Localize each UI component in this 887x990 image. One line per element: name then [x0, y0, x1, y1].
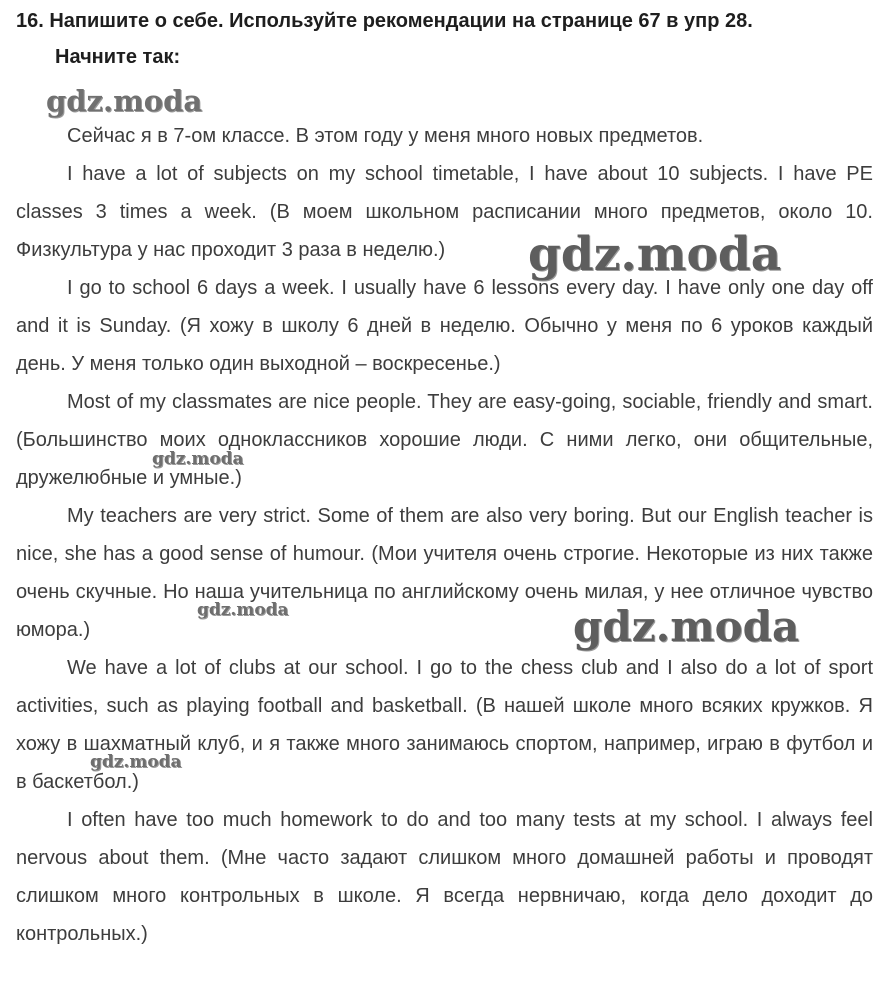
paragraph-teachers: My teachers are very strict. Some of them are also very boring. But our English teacher is nice, she has a good sense of humour. (Мои учителя очень строгие. Некоторые из них также очень скучные. Но наша учительница по английскому очень милая, у нее отличное чувство юмора.): [16, 505, 873, 641]
paragraph-school-days: I go to school 6 days a week. I usually have 6 lessons every day. I have only one day off and it is Sunday. (Я хожу в школу 6 дней в неделю. Обычно у меня по 6 уроков каждый день. У меня только один выходной – воскресенье.): [16, 277, 873, 375]
paragraph-homework: I often have too much homework to do and too many tests at my school. I always feel nervous about them. (Мне часто задают слишком много домашней работы и проводят слишком много контрольных в школе. Я всегда нервничаю, когда дело доходит до контрольных.): [16, 809, 873, 945]
watermark: gdz.moda: [152, 449, 244, 469]
task-subheading: Начните так:: [55, 46, 181, 68]
watermark: gdz.moda: [573, 602, 800, 651]
watermark: gdz.moda: [197, 600, 289, 620]
paragraph-classmates: Most of my classmates are nice people. They are easy-going, sociable, friendly and smart. (Большинство моих одноклассников хорошие люди. С ними легко, они общительные, дружелюбные и умные.): [16, 391, 873, 489]
task-heading: 16. Напишите о себе. Используйте рекомендации на странице 67 в упр 28.: [16, 10, 753, 32]
paragraph-subjects: I have a lot of subjects on my school timetable, I have about 10 subjects. I have PE classes 3 times a week. (В моем школьном расписании много предметов, около 10. Физкультура у нас проходит 3 раза в неделю.): [16, 163, 873, 261]
paragraph-clubs: We have a lot of clubs at our school. I go to the chess club and I also do a lot of sport activities, such as playing football and basketball. (В нашей школе много всяких кружков. Я хожу в шахматный клуб, и я также много занимаюсь спортом, например, играю в футбол и в баскетбол.): [16, 657, 873, 793]
watermark: gdz.moda: [46, 84, 203, 118]
paragraph-intro: Сейчас я в 7-ом классе. В этом году у меня много новых предметов.: [67, 125, 704, 147]
watermark: gdz.moda: [90, 752, 182, 772]
watermark: gdz.moda: [528, 227, 782, 282]
